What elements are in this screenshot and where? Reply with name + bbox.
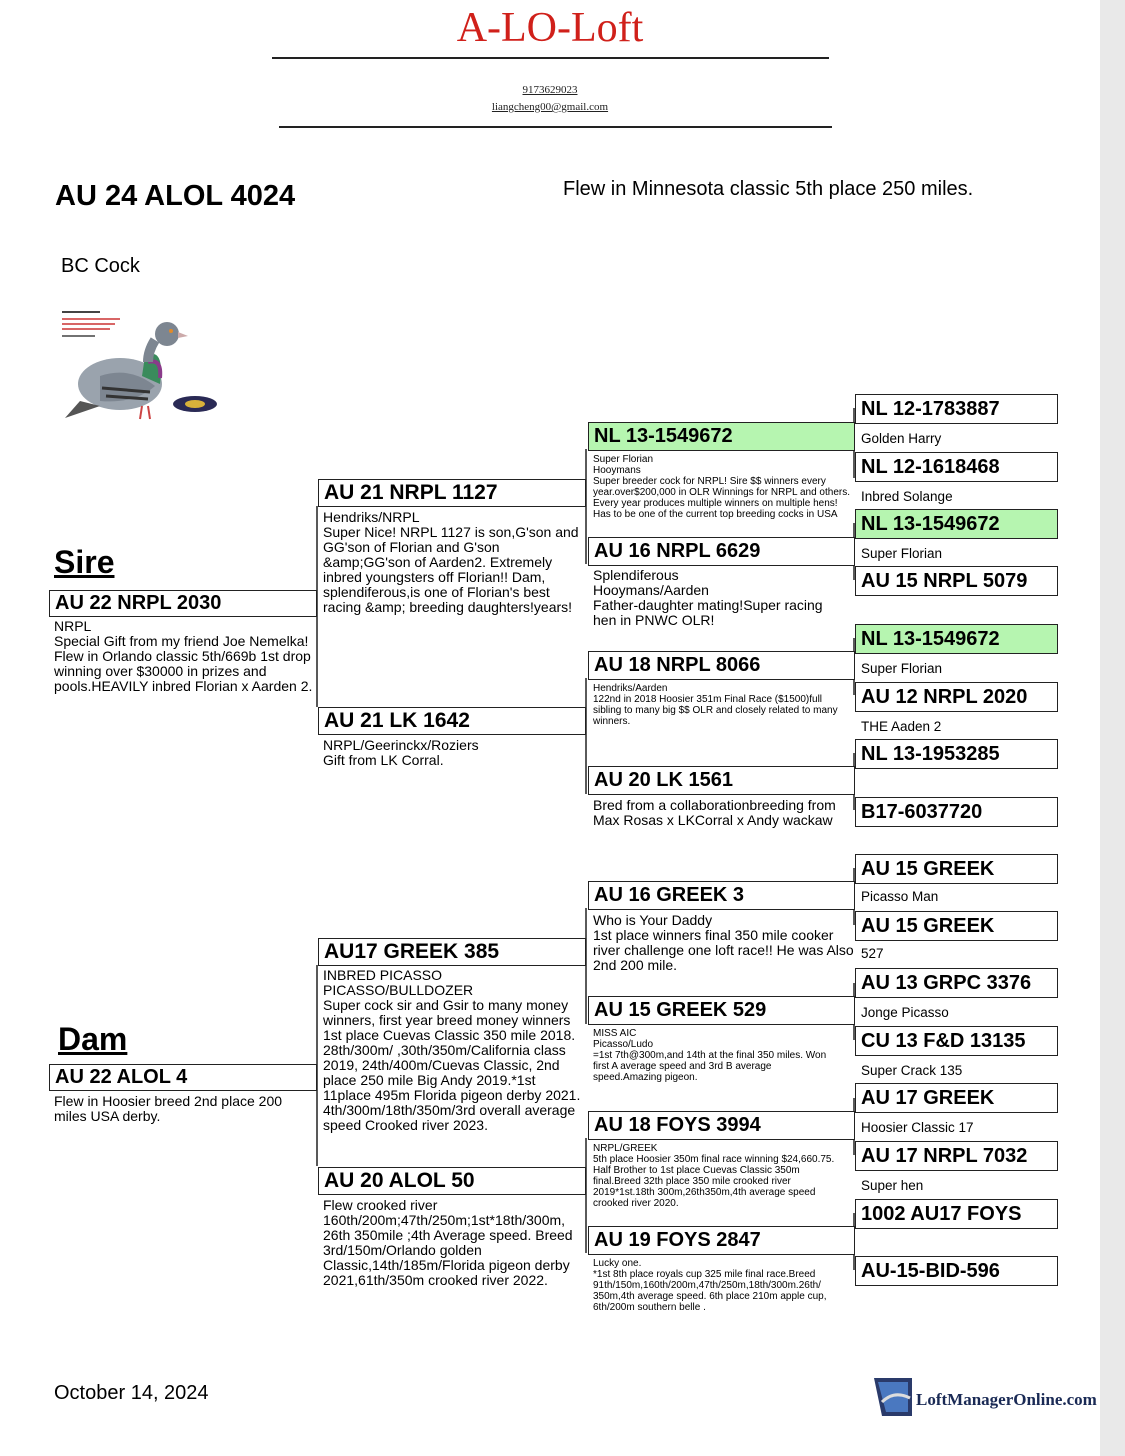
- sire-label: Sire: [54, 544, 115, 580]
- gen4-notes-5: Super Florian: [861, 661, 943, 676]
- logo-text: LoftManagerOnline.com: [916, 1390, 1097, 1409]
- gen4-notes-1: Golden Harry: [861, 431, 942, 446]
- dam-notes: Flew in Hoosier breed 2nd place 200 miles USA derby.: [54, 1093, 283, 1124]
- gen4-notes-3: Super Florian: [861, 546, 943, 561]
- gen3-notes-6: MISS AIC Picasso/Ludo =1st 7th@300m,and 14th at the final 350 miles. Won first A average speed and 3rd B average speed.Amazing pigeon.: [593, 1028, 827, 1083]
- gen4-band-box-12: CU 13 F&D 13135: [855, 1026, 1058, 1056]
- gen4-band-box-4: AU 15 NRPL 5079: [855, 566, 1058, 596]
- gen4-band-box-2: NL 12-1618468: [855, 452, 1058, 482]
- sire-dam-notes: NRPL/Geerinckx/Roziers Gift from LK Corral.: [323, 737, 479, 768]
- gen3-notes-4: Bred from a collaborationbreeding from Max Rosas x LKCorral x Andy wackaw: [593, 797, 836, 828]
- gen3-band-box-1: NL 13-1549672: [588, 422, 855, 451]
- dam-sire-band-box: AU17 GREEK 385: [318, 938, 586, 966]
- sire-notes: NRPL Special Gift from my friend Joe Nemelka! Flew in Orlando classic 5th/669b 1st drop winning over $30000 in prizes and pools.HEAVILY inbred Florian x Aarden 2.: [54, 618, 313, 694]
- sire-sire-notes: Hendriks/NRPL Super Nice! NRPL 1127 is son,G'son and GG'son of Florian and G'son &amp;GG'son of Aarden2. Extremely inbred youngsters off Florian!! Dam, splendiferous,is one of Florian's best racing &amp; breeding daughters!years!: [323, 509, 579, 615]
- gen3-band-box-5: AU 16 GREEK 3: [588, 881, 855, 910]
- gen3-band-box-6: AU 15 GREEK 529: [588, 996, 855, 1025]
- sire-dam-band-box: AU 21 LK 1642: [318, 707, 586, 735]
- gen3-notes-2: Splendiferous Hooymans/Aarden Father-daughter mating!Super racing hen in PNWC OLR!: [593, 567, 823, 628]
- gen4-band-box-11: AU 13 GRPC 3376: [855, 968, 1058, 998]
- email-link[interactable]: liangcheng00@gmail.com: [491, 101, 609, 113]
- gen4-band-box-9: AU 15 GREEK: [855, 854, 1058, 884]
- print-date: October 14, 2024: [54, 1382, 209, 1404]
- gen4-band-box-14: AU 17 NRPL 7032: [855, 1141, 1058, 1171]
- dam-label: Dam: [58, 1021, 128, 1057]
- subject-note: Flew in Minnesota classic 5th place 250 miles.: [563, 178, 974, 200]
- gen3-band-box-7: AU 18 FOYS 3994: [588, 1111, 855, 1140]
- gen4-notes-13: Hoosier Classic 17: [861, 1120, 974, 1135]
- dam-sire-notes: INBRED PICASSO PICASSO/BULLDOZER Super cock sir and Gsir to many money winners, first year breed money winners 1st place Cuevas Classic 350 mile 2018. 28th/300m/ ,30th/350m/California class 2019, 24th/400m/Cuevas Classic, 2nd place 250 mile Big Andy 2019.*1st 11place 495m Florida pigeon derby 2021. 4th/300m/18th/350m/3rd overall average speed Crooked river 2023.: [323, 967, 581, 1133]
- gen4-notes-6: THE Aaden 2: [861, 719, 942, 734]
- gen4-notes-12: Super Crack 135: [861, 1063, 963, 1078]
- loftmanager-logo-icon: [872, 1372, 1097, 1420]
- gen4-band-box-16: AU-15-BID-596: [855, 1256, 1058, 1286]
- gen4-notes-2: Inbred Solange: [861, 489, 953, 504]
- gen3-notes-5: Who is Your Daddy 1st place winners final 350 mile cooker river challenge one loft race!! He was Also 2nd 200 mile.: [593, 912, 854, 973]
- gen4-band-box-13: AU 17 GREEK: [855, 1083, 1058, 1113]
- gen4-band-box-7: NL 13-1953285: [855, 739, 1058, 769]
- sire-sire-band-box: AU 21 NRPL 1127: [318, 479, 586, 507]
- dam-dam-band-box: AU 20 ALOL 50: [318, 1167, 586, 1195]
- gen3-notes-3: Hendriks/Aarden 122nd in 2018 Hoosier 351m Final Race ($1500)full sibling to many big $$ OLR and closely related to many winners.: [593, 683, 838, 727]
- gen3-band-box-4: AU 20 LK 1561: [588, 766, 855, 795]
- gen4-band-box-6: AU 12 NRPL 2020: [855, 682, 1058, 712]
- gen3-band-box-3: AU 18 NRPL 8066: [588, 651, 855, 680]
- gen4-band-box-3: NL 13-1549672: [855, 509, 1058, 539]
- phone-link[interactable]: 9173629023: [522, 84, 578, 96]
- gen3-notes-7: NRPL/GREEK 5th place Hoosier 350m final race winning $24,660.75. Half Brother to 1st place Cuevas Classic 350m final.Breed 32th place 350 mile crooked river 2019*1st.18th 300m,26th350m,4th average speed crooked river 2020.: [593, 1143, 835, 1209]
- gen4-band-box-15: 1002 AU17 FOYS: [855, 1199, 1058, 1229]
- sire-band-box: AU 22 NRPL 2030: [49, 590, 317, 617]
- loft-name: A-LO-Loft: [456, 5, 644, 51]
- gen4-band-box-5: NL 13-1549672: [855, 624, 1058, 654]
- gen3-notes-8: Lucky one. *1st 8th place royals cup 325 mile final race.Breed 91th/150m,160th/200m,47th/250m,18th/300m.26th/ 350m,4th average speed. 6th place 210m apple cup, 6th/200m southern belle .: [593, 1258, 827, 1313]
- subject-band: AU 24 ALOL 4024: [55, 180, 296, 212]
- gen4-band-box-1: NL 12-1783887: [855, 394, 1058, 424]
- gen4-notes-10: 527: [861, 946, 884, 961]
- gen4-band-box-10: AU 15 GREEK: [855, 911, 1058, 941]
- gen3-notes-1: Super Florian Hooymans Super breeder cock for NRPL! Sire $$ winners every year.over$200,000 in OLR Winnings for NRPL and others. Every year produces multiple winners on multiple hens! Has to be one of the current top breeding cocks in USA: [593, 454, 850, 520]
- dam-dam-notes: Flew crooked river 160th/200m;47th/250m;1st*18th/300m, 26th 350mile ;4th Average speed. Breed 3rd/150m/Orlando golden Classic,14th/185m/Florida pigeon derby 2021,61th/350m crooked river 2022.: [323, 1197, 573, 1288]
- gen4-notes-14: Super hen: [861, 1178, 924, 1193]
- gen3-band-box-8: AU 19 FOYS 2847: [588, 1226, 855, 1255]
- gen4-band-box-8: B17-6037720: [855, 797, 1058, 827]
- subject-color-sex: BC Cock: [61, 255, 140, 277]
- gen4-notes-11: Jonge Picasso: [861, 1005, 949, 1020]
- gen3-band-box-2: AU 16 NRPL 6629: [588, 537, 855, 566]
- dam-band-box: AU 22 ALOL 4: [49, 1064, 317, 1091]
- gen4-notes-9: Picasso Man: [861, 889, 939, 904]
